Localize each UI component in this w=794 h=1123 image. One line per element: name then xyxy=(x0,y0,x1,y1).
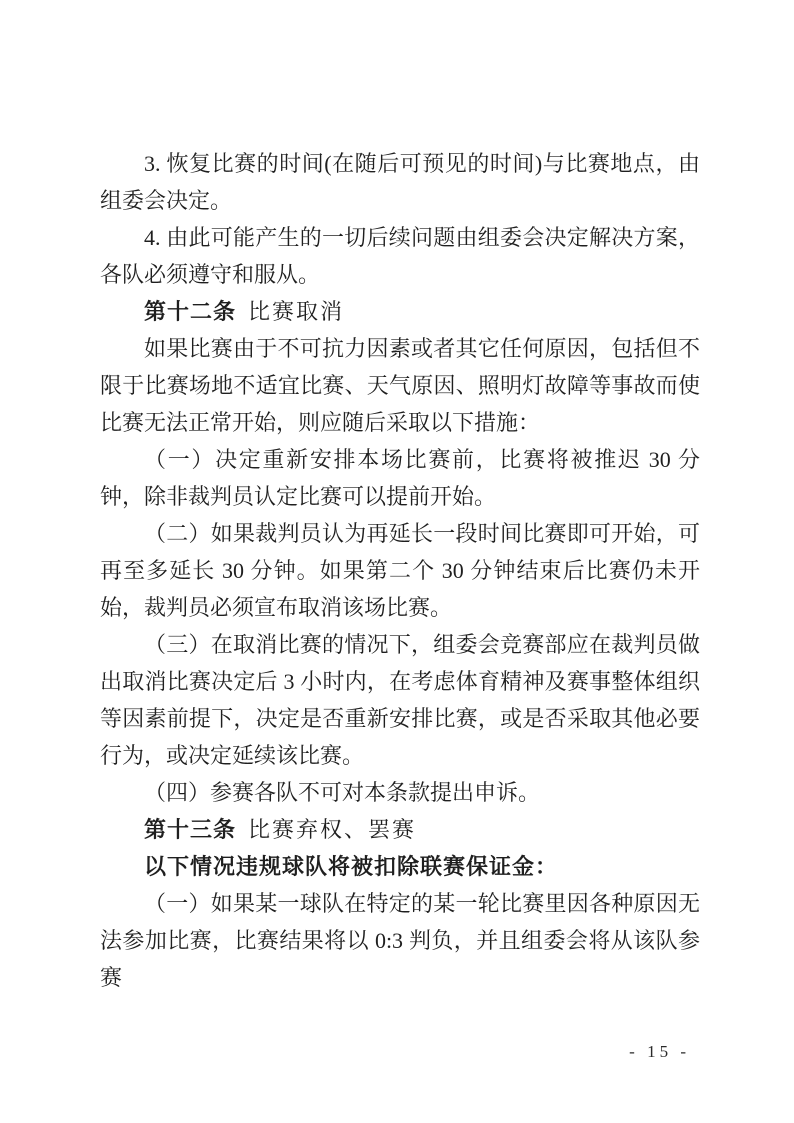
article-12-title: 比赛取消 xyxy=(248,299,345,324)
paragraph-deposit-deduction: 以下情况违规球队将被扣除联赛保证金： xyxy=(144,854,559,879)
paragraph-item-1-delay: （一）决定重新安排本场比赛前，比赛将被推迟 30 分钟，除非裁判员认定比赛可以提前开始。 xyxy=(100,447,700,509)
article-13-title: 比赛弃权、罢赛 xyxy=(248,817,417,842)
paragraph-resume-time: 3. 恢复比赛的时间(在随后可预见的时间)与比赛地点，由组委会决定。 xyxy=(100,151,700,213)
paragraph-item-3-reschedule: （三）在取消比赛的情况下，组委会竞赛部应在裁判员做出取消比赛决定后 3 小时内，在考虑体育精神及赛事整体组织等因素前提下，决定是否重新安排比赛，或是否采取其他必要行为，或决定延续该比赛。 xyxy=(100,632,700,768)
article-12-number: 第十二条 xyxy=(144,299,237,324)
article-13-heading xyxy=(100,811,700,848)
article-12-heading xyxy=(100,293,700,330)
paragraph-item-2-extension: （二）如果裁判员认为再延长一段时间比赛即可开始，可再至多延长 30 分钟。如果第二个 30 分钟结束后比赛仍未开始，裁判员必须宣布取消该场比赛。 xyxy=(100,521,700,620)
paragraph-force-majeure: 如果比赛由于不可抗力因素或者其它任何原因，包括但不限于比赛场地不适宜比赛、天气原因、照明灯故障等事故而使比赛无法正常开始，则应随后采取以下措施： xyxy=(100,336,700,435)
paragraph-follow-up-issues: 4. 由此可能产生的一切后续问题由组委会决定解决方案，各队必须遵守和服从。 xyxy=(100,225,700,287)
paragraph-item-1-forfeit: （一）如果某一球队在特定的某一轮比赛里因各种原因无法参加比赛，比赛结果将以 0:3 判负，并且组委会将从该队参赛 xyxy=(100,891,700,990)
page-number: - 15 - xyxy=(629,1042,690,1061)
article-13-number: 第十三条 xyxy=(144,817,237,842)
paragraph-item-4-no-appeal: （四）参赛各队不可对本条款提出申诉。 xyxy=(144,780,541,805)
document-body xyxy=(100,145,700,996)
